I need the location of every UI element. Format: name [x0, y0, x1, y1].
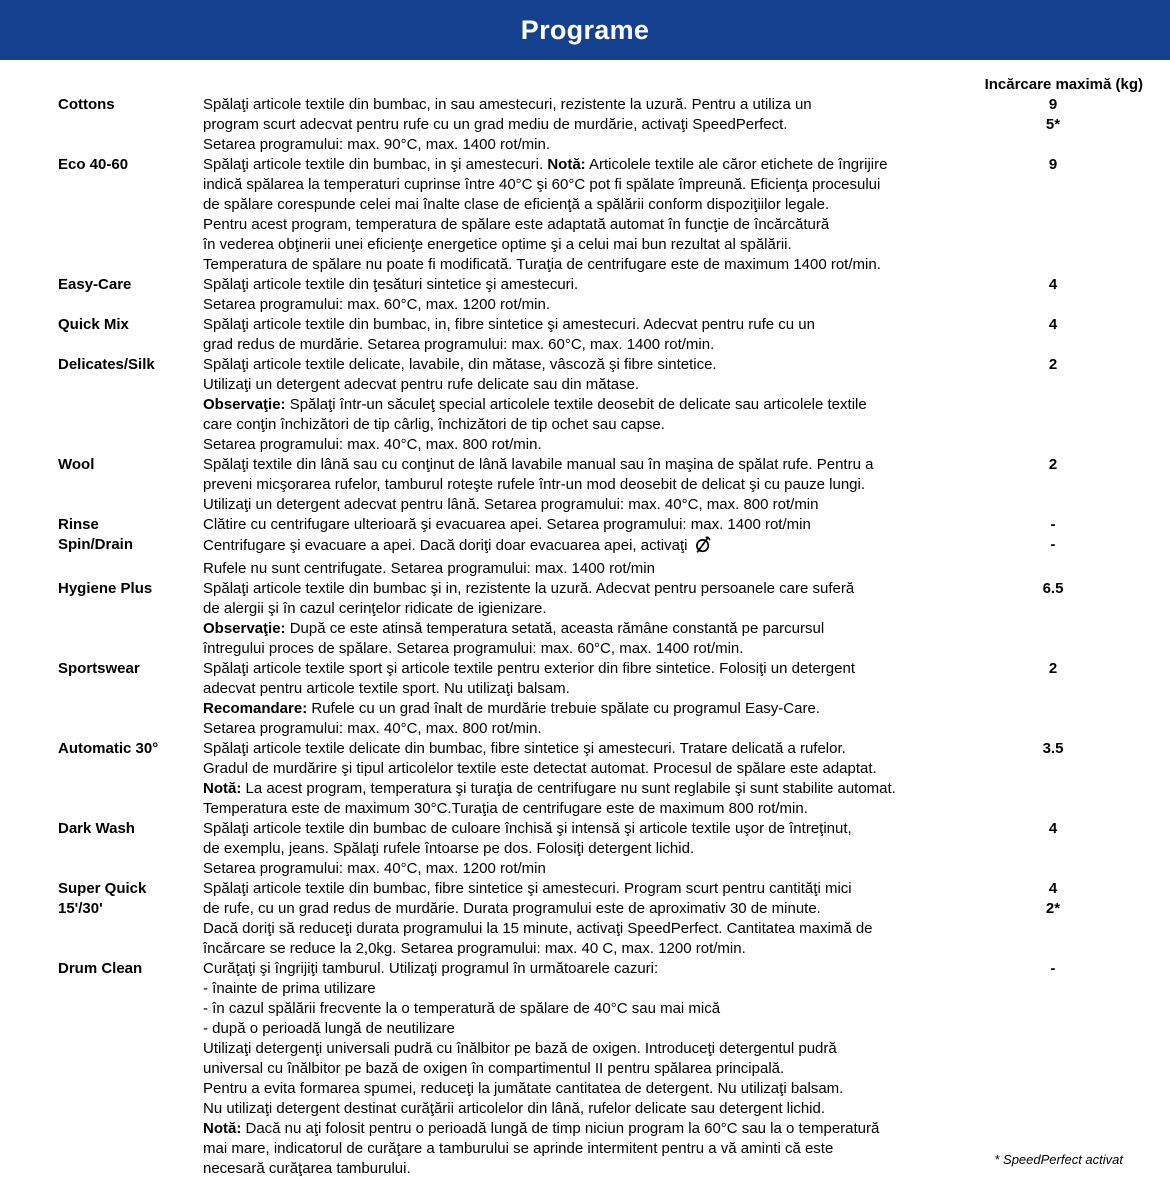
program-name: [0, 819, 203, 839]
description-line: Spălaţi articole textile delicate, lavabile, din mătase, vâscoză şi fibre sintetice.: [203, 356, 717, 373]
description-line: Temperatura este de maximum 30°C.Turaţia de centrifugare este de maximum 800 rot/min.: [203, 800, 808, 817]
program-max-load: [978, 739, 1128, 759]
description-line: Temperatura de spălare nu poate fi modificată. Turaţia de centrifugare este de maximum 1400 rot/min.: [203, 256, 881, 273]
program-max-load: [978, 959, 1128, 979]
program-name-line: Cottons: [58, 96, 115, 113]
program-description: [203, 579, 978, 659]
program-name: [0, 659, 203, 679]
program-name: [0, 959, 203, 979]
program-max-load: [978, 275, 1128, 295]
program-name-line: Wool: [58, 456, 95, 473]
description-line: Spălaţi articole textile delicate din bumbac, fibre sintetice şi amestecuri. Tratare delicată a rufelor.: [203, 740, 846, 757]
description-line: mai mare, indicatorul de curăţare a tamburului se aprinde intermitent pentru a vă aminti că este: [203, 1140, 834, 1157]
description-line: întregului proces de spălare. Setarea programului: max. 60°C, max. 1400 rot/min.: [203, 640, 744, 657]
description-line: de exemplu, jeans. Spălaţi rufele întoarse pe dos. Folosiţi detergent lichid.: [203, 840, 695, 857]
description-line: care conţin închizători de tip cârlig, închizători de tip ochet sau capse.: [203, 416, 665, 433]
program-name-line: Quick Mix: [58, 316, 129, 333]
description-line: Nu utilizaţi detergent destinat curăţării articolelor din lână, rufelor delicate sau detergent lichid.: [203, 1100, 826, 1117]
description-line: Spălaţi articole textile din bumbac, in şi amestecuri. Notă: Articolele textile ale căror etichete de îngrijire: [203, 156, 888, 173]
program-name: [0, 155, 203, 175]
description-line: Observaţie: Spălaţi într-un săculeţ special articolele textile deosebit de delicate sau articolele textile: [203, 396, 867, 413]
program-row: [0, 535, 1170, 579]
max-load-value: 2: [1048, 660, 1058, 677]
program-description: [203, 535, 978, 579]
program-row: [0, 579, 1170, 659]
program-row: [0, 515, 1170, 535]
max-load-value: 2: [1048, 456, 1058, 473]
max-load-value: -: [1050, 516, 1056, 533]
program-max-load: [978, 355, 1128, 375]
description-line: adecvat pentru articole textile sport. Nu utilizaţi balsam.: [203, 680, 570, 697]
program-description: [203, 959, 978, 1179]
description-line: Pentru a evita formarea spumei, reduceţi la jumătate cantitatea de detergent. Nu utilizaţi balsam.: [203, 1080, 844, 1097]
description-line: necesară curăţarea tamburului.: [203, 1160, 411, 1177]
program-row: [0, 879, 1170, 959]
max-load-value: -: [1050, 536, 1056, 553]
program-name-line: Eco 40-60: [58, 156, 129, 173]
max-load-value: 6.5: [1042, 580, 1064, 597]
program-max-load: [978, 659, 1128, 679]
program-name-line: Dark Wash: [58, 820, 135, 837]
description-line: Spălaţi articole textile din bumbac, fibre sintetice şi amestecuri. Program scurt pentru cantităţi mici: [203, 880, 852, 897]
program-max-load: [978, 315, 1128, 335]
description-line: preveni micşorarea rufelor, tamburul roteşte rufele într-un mod deosebit de delicat şi cu pauze lungi.: [203, 476, 866, 493]
description-line: grad redus de murdărie. Setarea programului: max. 60°C, max. 1400 rot/min.: [203, 336, 715, 353]
program-max-load: [978, 155, 1128, 175]
description-line: - înainte de prima utilizare: [203, 980, 376, 997]
program-name-line: Rinse: [58, 516, 99, 533]
program-name: [0, 315, 203, 335]
description-line: Utilizaţi un detergent adecvat pentru lână. Setarea programului: max. 40°C, max. 800 rot/min: [203, 496, 819, 513]
program-description: [203, 879, 978, 959]
program-name: [0, 455, 203, 475]
description-line: Spălaţi textile din lână sau cu conţinut de lână lavabile manual sau în maşina de spălat rufe. Pentru a: [203, 456, 874, 473]
max-load-value: 4: [1048, 820, 1058, 837]
program-name: [0, 355, 203, 375]
program-max-load: [978, 455, 1128, 475]
max-load-value: 3.5: [1042, 740, 1064, 757]
max-load-value: 5*: [1045, 116, 1061, 133]
max-load-value: 4: [1048, 276, 1058, 293]
description-line: Setarea programului: max. 40°C, max. 1200 rot/min: [203, 860, 546, 877]
description-line: Pentru acest program, temperatura de spălare este adaptată automat în funcţie de încărcătură: [203, 216, 830, 233]
description-line: program scurt adecvat pentru rufe cu un grad mediu de murdărie, activaţi SpeedPerfect.: [203, 116, 788, 133]
program-name: [0, 95, 203, 115]
description-line: de rufe, cu un grad redus de murdărie. Durata programului este de aproximativ 30 de minute.: [203, 900, 821, 917]
description-line: Spălaţi articole textile din ţesături sintetice şi amestecuri.: [203, 276, 579, 293]
description-line: de spălare corespunde celei mai înalte clase de eficienţă a spălării conform dispoziţiilor legale.: [203, 196, 830, 213]
program-name: [0, 275, 203, 295]
program-name: [0, 579, 203, 599]
speedperfect-footnote: * SpeedPerfect activat: [994, 1152, 1123, 1167]
program-max-load: [978, 535, 1128, 555]
program-row: [0, 659, 1170, 739]
description-line: încărcare se reduce la 2,0kg. Setarea programului: max. 40 C, max. 1200 rot/min.: [203, 940, 746, 957]
description-line: Utilizaţi detergenţi universali pudră cu înălbitor pe bază de oxigen. Introduceţi detergentul pudră: [203, 1040, 837, 1057]
description-line: Curăţaţi şi îngrijiţi tamburul. Utilizaţi programul în următoarele cazuri:: [203, 960, 659, 977]
program-name-line: 15'/30': [58, 900, 103, 917]
program-description: [203, 659, 978, 739]
program-row: [0, 959, 1170, 1179]
program-row: [0, 455, 1170, 515]
description-line: Spălaţi articole textile din bumbac de culoare închisă şi intensă şi articole textile uşor de întreţinut,: [203, 820, 852, 837]
description-line: indică spălarea la temperaturi cuprinse între 40°C şi 60°C pot fi spălate împreună. Eficienţa procesului: [203, 176, 881, 193]
description-line: universal cu înălbitor pe bază de oxigen în compartimentul II pentru spălarea principală.: [203, 1060, 785, 1077]
description-line: Centrifugare şi evacuare a apei. Dacă doriţi doar evacuarea apei, activaţi: [203, 535, 978, 559]
program-name-line: Delicates/Silk: [58, 356, 155, 373]
program-description: [203, 739, 978, 819]
program-description: [203, 315, 978, 355]
program-row: [0, 155, 1170, 275]
description-line: - în cazul spălării frecvente la o temperatură de spălare de 40°C sau mai mică: [203, 1000, 721, 1017]
max-load-value: -: [1050, 960, 1056, 977]
program-max-load: [978, 515, 1128, 535]
description-line: Gradul de murdărire şi tipul articolelor textile este detectat automat. Procesul de spălare este adaptat.: [203, 760, 877, 777]
description-line: Setarea programului: max. 40°C, max. 800 rot/min.: [203, 720, 542, 737]
program-row: [0, 739, 1170, 819]
program-row: [0, 95, 1170, 155]
max-load-value: 9: [1048, 96, 1058, 113]
description-line: în vederea obţinerii unei eficienţe energetice optime şi a celui mai bun rezultat al spălării.: [203, 236, 792, 253]
program-description: [203, 155, 978, 275]
program-max-load: [978, 579, 1128, 599]
program-row: [0, 315, 1170, 355]
no-spin-icon: [695, 535, 711, 559]
program-row: [0, 355, 1170, 455]
description-line: Setarea programului: max. 60°C, max. 1200 rot/min.: [203, 296, 550, 313]
page-title: Programe: [520, 14, 650, 45]
description-line: Dacă doriţi să reduceţi durata programului la 15 minute, activaţi SpeedPerfect. Cantitatea maximă de: [203, 920, 873, 937]
program-name-line: Hygiene Plus: [58, 580, 153, 597]
program-description: [203, 275, 978, 315]
program-max-load: [978, 879, 1128, 919]
program-name: [0, 515, 203, 535]
max-load-value: 2: [1048, 356, 1058, 373]
program-name-line: Sportswear: [58, 660, 140, 677]
description-line: Clătire cu centrifugare ulterioară şi evacuarea apei. Setarea programului: max. 1400 rot/min: [203, 516, 811, 533]
program-name-line: Drum Clean: [58, 960, 143, 977]
program-name-line: Automatic 30°: [58, 740, 159, 757]
description-line: Setarea programului: max. 90°C, max. 1400 rot/min.: [203, 136, 550, 153]
program-max-load: [978, 819, 1128, 839]
max-load-value: 4: [1048, 880, 1058, 897]
program-description: [203, 455, 978, 515]
description-line: Notă: La acest program, temperatura şi turaţia de centrifugare nu sunt reglabile şi sunt stabilite automat.: [203, 780, 896, 797]
description-line: Recomandare: Rufele cu un grad înalt de murdărie trebuie spălate cu programul Easy-Care.: [203, 700, 820, 717]
description-line: Setarea programului: max. 40°C, max. 800 rot/min.: [203, 436, 542, 453]
description-line: de alergii şi în cazul cerinţelor ridicate de igienizare.: [203, 600, 547, 617]
program-row: [0, 819, 1170, 879]
max-load-value: 2*: [1045, 900, 1061, 917]
description-line: Spălaţi articole textile sport şi articole textile pentru exterior din fibre sintetice. Folosiţi un detergent: [203, 660, 855, 677]
description-line: Utilizaţi un detergent adecvat pentru rufe delicate sau din mătase.: [203, 376, 640, 393]
program-name-line: Super Quick: [58, 880, 147, 897]
title-bar: [0, 0, 1170, 60]
description-line: Observaţie: După ce este atinsă temperatura setată, aceasta rămâne constantă pe parcursul: [203, 620, 825, 637]
program-description: [203, 819, 978, 879]
description-line: Spălaţi articole textile din bumbac, in, fibre sintetice şi amestecuri. Adecvat pentru rufe cu un: [203, 316, 815, 333]
program-name: [0, 879, 203, 919]
description-line: Spălaţi articole textile din bumbac, in sau amestecuri, rezistente la uzură. Pentru a utiliza un: [203, 96, 812, 113]
program-description: [203, 95, 978, 155]
program-max-load: [978, 95, 1128, 135]
description-line: Rufele nu sunt centrifugate. Setarea programului: max. 1400 rot/min: [203, 560, 655, 577]
programs-table: [0, 95, 1170, 1179]
program-name: [0, 535, 203, 555]
description-line: - după o perioadă lungă de neutilizare: [203, 1020, 455, 1037]
program-name-line: Easy-Care: [58, 276, 132, 293]
description-line: Spălaţi articole textile din bumbac şi in, rezistente la uzură. Adecvat pentru persoanele care suferă: [203, 580, 855, 597]
max-load-value: 9: [1048, 156, 1058, 173]
load-column-header: Incărcare maximă (kg): [984, 76, 1143, 93]
description-line: Notă: Dacă nu aţi folosit pentru o perioadă lungă de timp niciun program la 60°C sau la o temperatură: [203, 1120, 880, 1137]
max-load-value: 4: [1048, 316, 1058, 333]
program-name-line: Spin/Drain: [58, 536, 134, 553]
program-description: [203, 355, 978, 455]
program-description: [203, 515, 978, 535]
program-row: [0, 275, 1170, 315]
program-name: [0, 739, 203, 759]
